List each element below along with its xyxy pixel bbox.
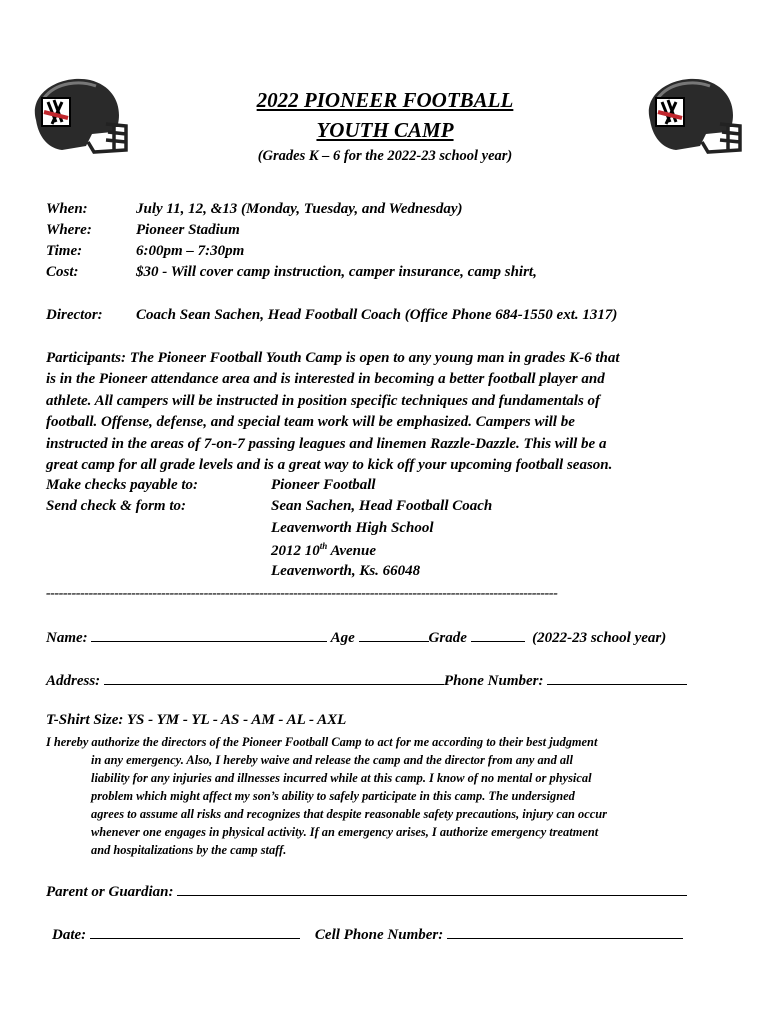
waiver-paragraph [46,733,726,859]
page-title: 2022 PIONEER FOOTBALL [256,88,514,112]
address-school: Leavenworth High School [271,520,434,536]
cost-label: Cost: [46,264,79,280]
where-value: Pioneer Stadium [136,222,240,238]
participants-line: is in the Pioneer attendance area and is interested in becoming a better football player and [46,371,605,388]
phone-label: Phone Number: [443,673,544,689]
date-label: Date: [52,927,87,943]
waiver-line: liability for any injuries and illnesses incurred while at this camp. I know of no mental or physical [91,771,592,785]
participants-paragraph [46,348,736,476]
left-helmet-logo [22,72,130,158]
address-label: Address: [46,673,101,689]
when-value: July 11, 12, &13 (Monday, Tuesday, and Wednesday) [136,201,463,217]
address-city: Leavenworth, Ks. 66048 [271,563,421,579]
parent-row [46,881,687,901]
waiver-line: and hospitalizations by the camp staff. [91,843,287,857]
payable-value: Pioneer Football [271,477,376,493]
waiver-line: whenever one engages in physical activity. If an emergency arises, I authorize emergency treatment [91,825,599,839]
when-label: When: [46,201,88,217]
participants-line: Participants: The Pioneer Football Youth Camp is open to any young man in grades K-6 that [46,350,620,366]
payable-label: Make checks payable to: [46,477,199,493]
address-name: Sean Sachen, Head Football Coach [271,498,493,514]
street-name: Avenue [327,543,377,559]
waiver-line: I hereby authorize the directors of the Pioneer Football Camp to act for me according to their best judgment [46,735,598,749]
tshirt-row [46,712,346,729]
school-year-note: (2022-23 school year) [532,630,667,646]
address-field[interactable] [104,670,444,685]
right-helmet-logo [636,72,744,158]
parent-label: Parent or Guardian: [46,884,174,900]
date-field[interactable] [90,924,300,939]
where-label: Where: [46,222,92,238]
street-number: 2012 10 [271,543,320,559]
page-subtitle: (Grades K – 6 for the 2022-23 school year) [257,148,513,164]
participants-line: instructed in the areas of 7-on-7 passing leagues and linemen Razzle-Dazzle. This will be a [46,435,607,452]
cut-line-separator: ------------------------------------------------------------------------------------------------------------------------ [46,586,558,599]
participants-line: football. Offense, defense, and special team work will be emphasized. Campers will be [46,414,575,431]
grade-label: Grade [428,630,467,646]
street-ordinal: th [319,541,328,551]
football-helmet-icon [636,72,744,158]
waiver-line: in any emergency. Also, I hereby waive and release the camp and the director from any and all [91,753,573,767]
cell-phone-label: Cell Phone Number: [314,927,444,943]
participants-line: great camp for all grade levels and is a great way to kick off your upcoming football season. [46,457,613,474]
tshirt-options[interactable]: YS - YM - YL - AS - AM - AL - AXL [126,712,347,728]
cost-value: $30 - Will cover camp instruction, camper insurance, camp shirt, [136,264,537,280]
age-field[interactable] [359,627,429,642]
parent-signature-field[interactable] [177,881,687,896]
tshirt-label: T-Shirt Size: [46,712,124,728]
football-helmet-icon [22,72,130,158]
name-field[interactable] [91,627,327,642]
grade-field[interactable] [471,627,525,642]
date-row [52,924,683,944]
participants-line: athlete. All campers will be instructed in position specific techniques and fundamentals of [46,392,601,409]
waiver-line: agrees to assume all risks and recognizes that despite reasonable safety precautions, injury can occur [91,807,607,821]
time-value: 6:00pm – 7:30pm [136,243,245,259]
phone-field[interactable] [547,670,687,685]
director-value: Coach Sean Sachen, Head Football Coach (Office Phone 684-1550 ext. 1317) [136,307,618,323]
name-row [46,627,666,647]
address-street [271,541,376,560]
cell-phone-field[interactable] [447,924,683,939]
page-title-line2: YOUTH CAMP [316,118,454,142]
send-label: Send check & form to: [46,498,186,514]
waiver-line: problem which might affect my son’s ability to safely participate in this camp. The undersigned [91,789,575,803]
time-label: Time: [46,243,83,259]
address-row [46,670,687,690]
name-label: Name: [46,630,88,646]
age-label: Age [330,630,355,646]
director-label: Director: [46,307,103,323]
